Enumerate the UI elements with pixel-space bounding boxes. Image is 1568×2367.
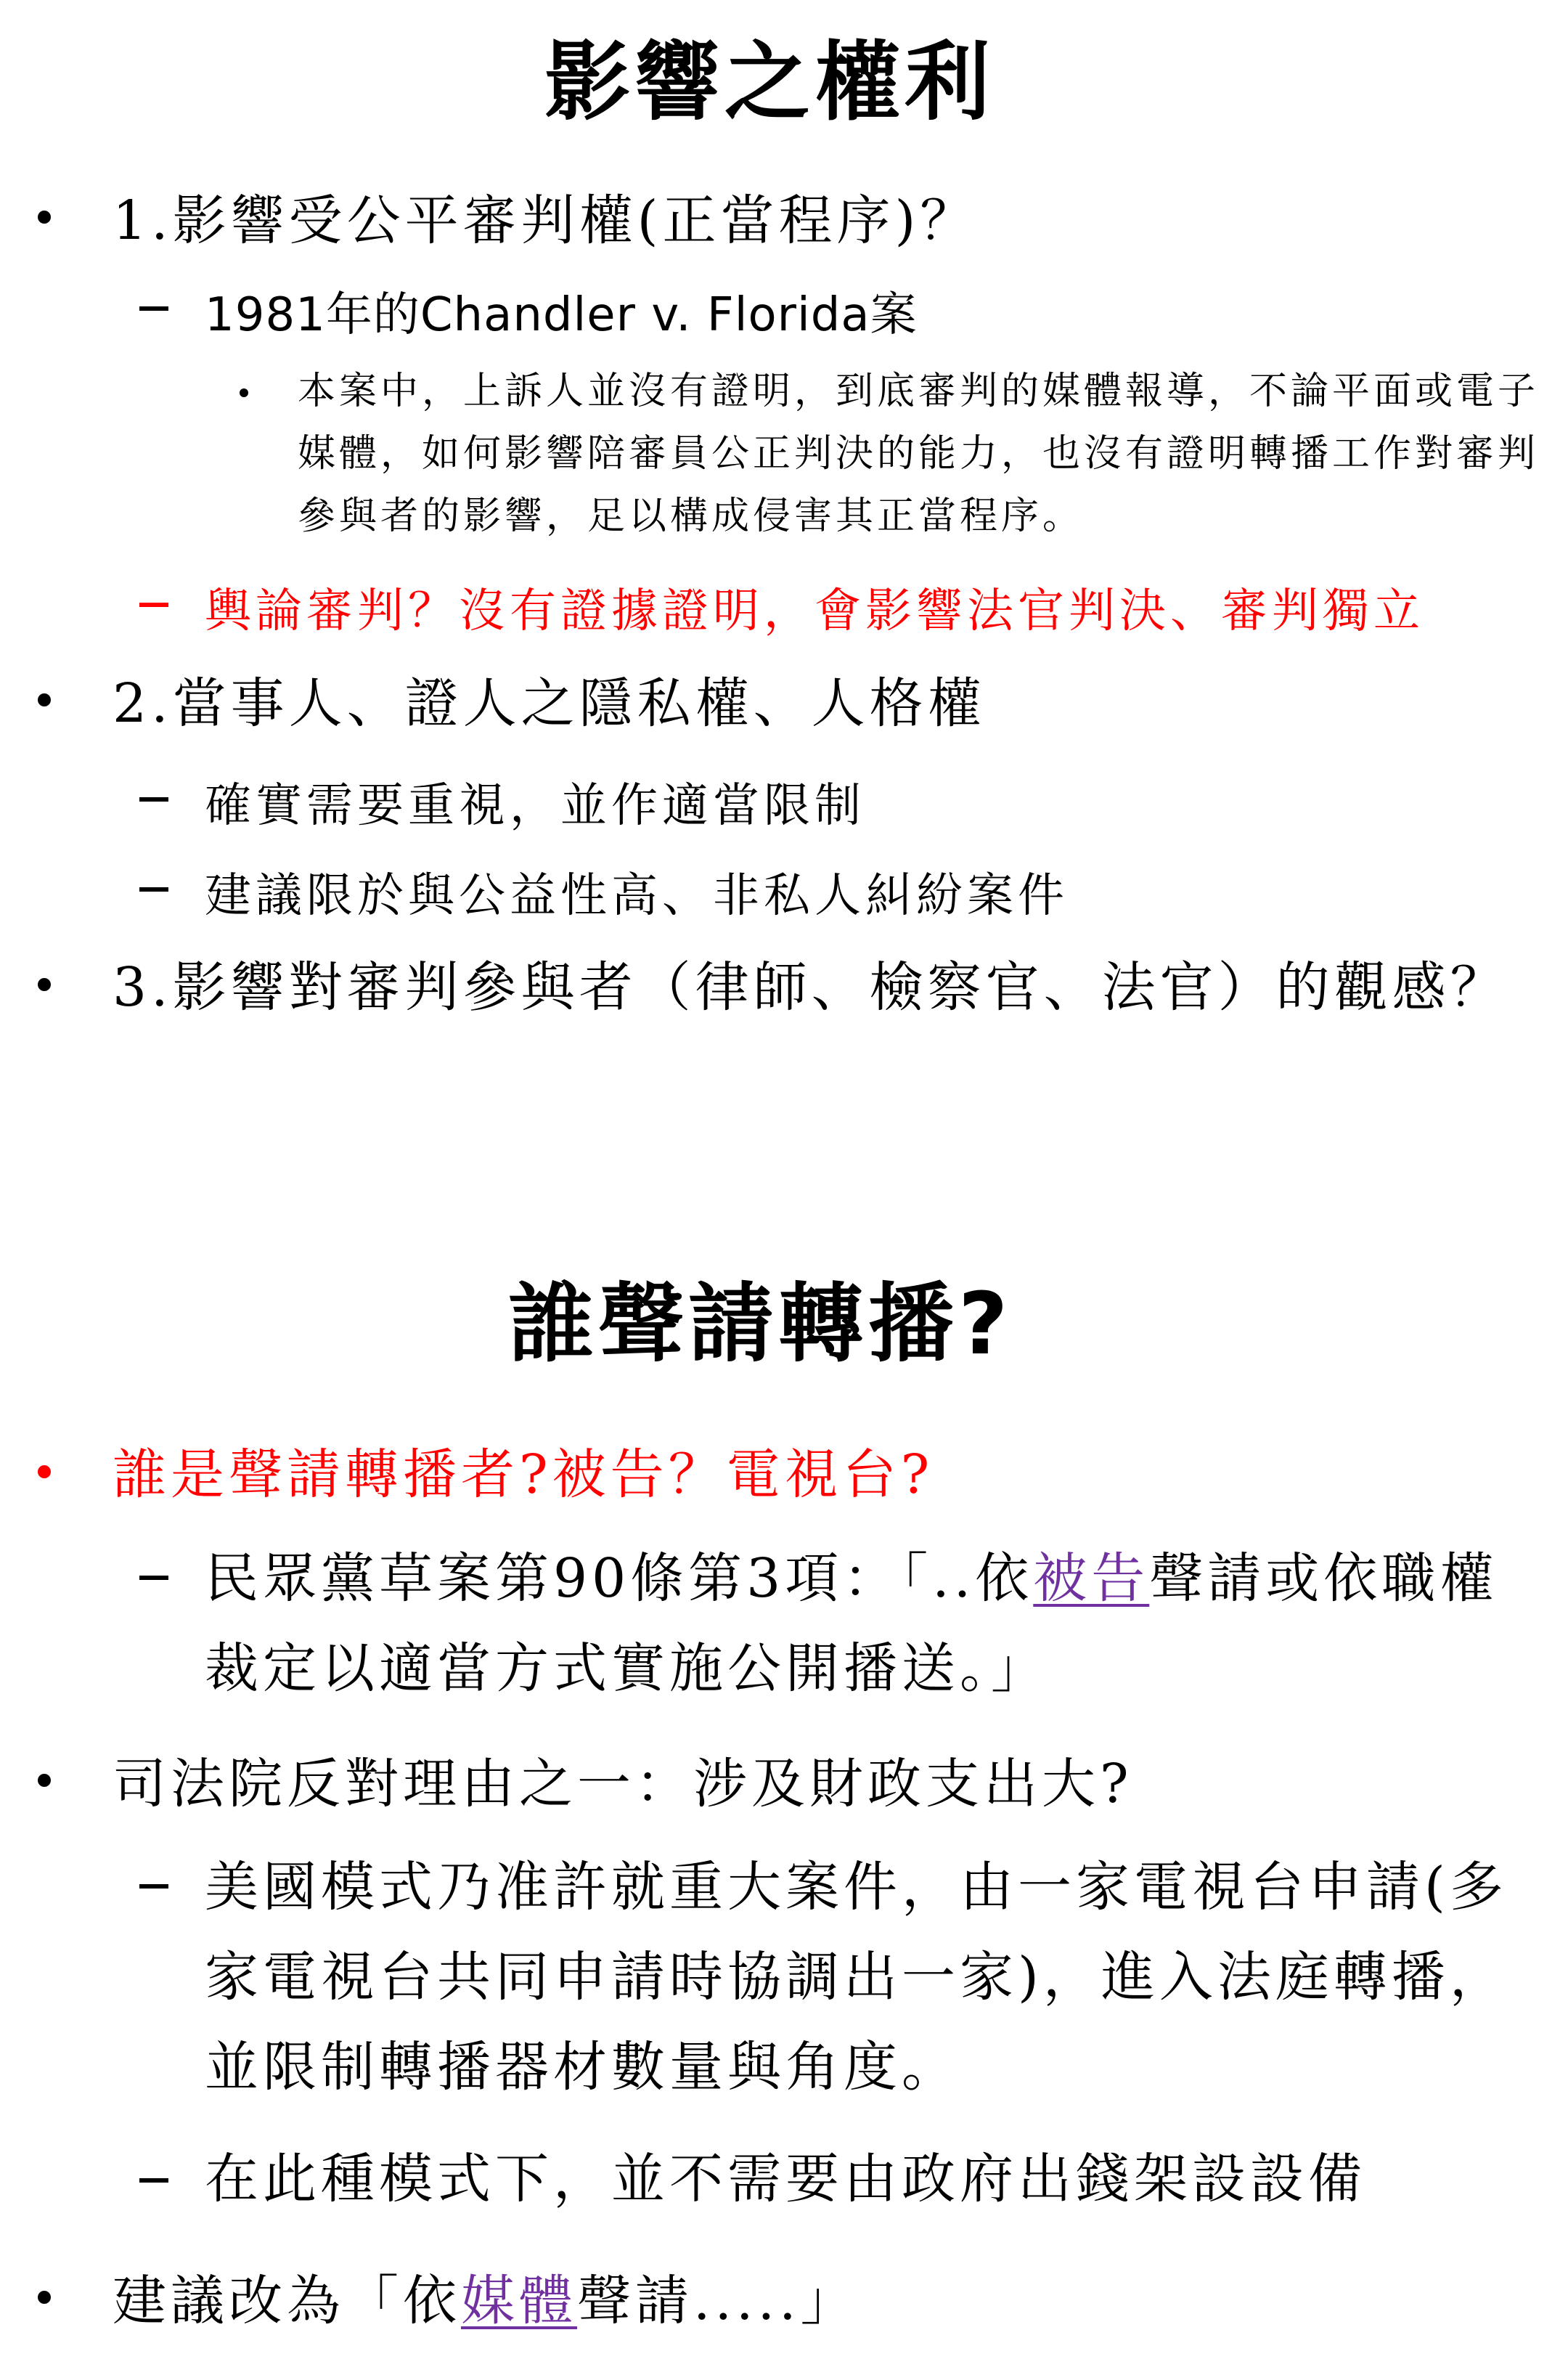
- dash-marker: [139, 1576, 168, 1580]
- slide2-item3: 建議改為「依媒體聲請.....」: [113, 2270, 859, 2332]
- dash-marker: [139, 1884, 168, 1889]
- slide1-item1: 1.影響受公平審判權(正當程序)？: [113, 190, 979, 252]
- bullet-dot: [240, 388, 248, 397]
- slide2-item1: 誰是聲請轉播者?被告？電視台?: [113, 1443, 934, 1506]
- dash-marker: [139, 887, 168, 892]
- defendant-link[interactable]: 被告: [1033, 1547, 1150, 1610]
- slide1-item1-sub1: 1981年的Chandler v. Florida案: [205, 288, 918, 342]
- bullet-dot: [38, 693, 51, 706]
- dash-marker: [139, 797, 168, 802]
- slide2-title: 誰聲請轉播?: [508, 1274, 1013, 1374]
- bullet-dot: [38, 978, 51, 991]
- slide2-item2-sub2: 在此種模式下，並不需要由政府出錢架設設備: [205, 2148, 1366, 2210]
- bullet-dot: [38, 1774, 51, 1787]
- bullet-dot: [38, 2291, 51, 2304]
- bullet-dot: [38, 1465, 51, 1478]
- bullet-dot: [38, 211, 51, 224]
- dash-marker: [139, 2178, 168, 2183]
- slide2-item1-sub1: 民眾黨草案第90條第3項：「..依被告聲請或依職權裁定以適當方式實施公開播送。」: [205, 1547, 1498, 1700]
- media-link[interactable]: 媒體: [461, 2270, 577, 2332]
- slide2-item2: 司法院反對理由之一：涉及財政支出大?: [113, 1753, 1133, 1815]
- slide1-item2-sub1: 確實需要重視，並作適當限制: [205, 779, 865, 833]
- slide1-title: 影響之權利: [544, 32, 995, 132]
- slide1-item3: 3.影響對審判參與者（律師、檢察官、法官）的觀感？: [113, 956, 1508, 1019]
- slide2-item2-sub1: 美國模式乃准許就重大案件，由一家電視台申請(多家電視台共同申請時協調出一家)，進入法庭轉播，並限制轉播器材數量與角度。: [205, 1856, 1508, 2098]
- slide1-item2-sub2: 建議限於與公益性高、非私人糾紛案件: [205, 869, 1069, 923]
- slide1-item2: 2.當事人、證人之隱私權、人格權: [113, 672, 986, 735]
- slide1-item1-sub2: 輿論審判？沒有證據證明，會影響法官判決、審判獨立: [205, 584, 1424, 638]
- slide1-item1-detail: 本案中，上訴人並沒有證明，到底審判的媒體報導，不論平面或電子媒體，如何影響陪審員公正判決的能力，也沒有證明轉播工作對審判參與者的影響，足以構成侵害其正當程序。: [298, 370, 1540, 538]
- dash-marker: [139, 603, 168, 607]
- dash-marker: [139, 306, 168, 311]
